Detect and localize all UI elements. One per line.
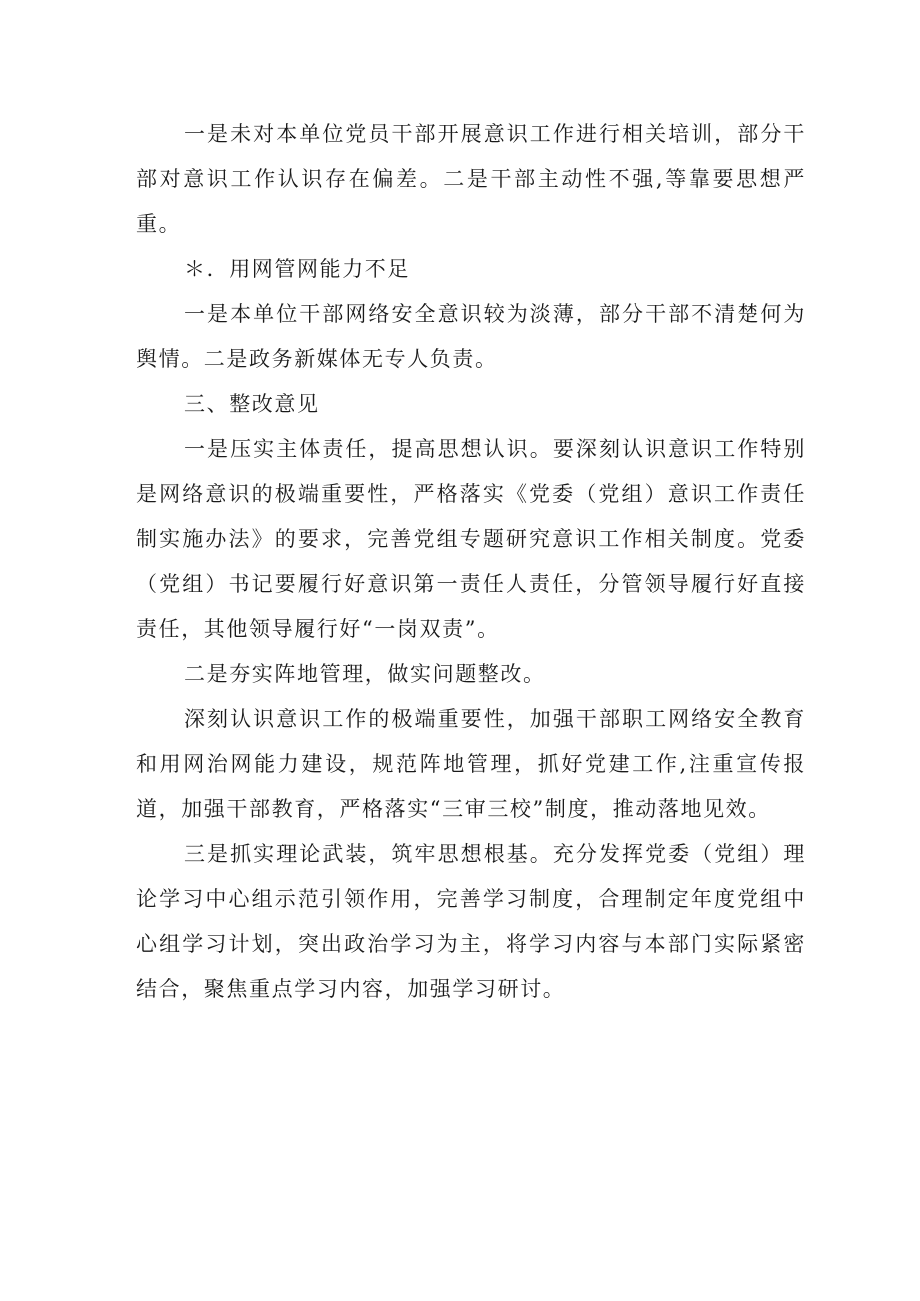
paragraph-network-heading: ＊．用网管网能力不足 (184, 257, 410, 281)
paragraph-theory-study: 三是抓实理论武装，筑牢思想根基。充分发挥党委（党组）理论学习中心组示范引领作用，完善学习制度，合理制定年度党组中心组学习计划，突出政治学习为主，将学习内容与本部门实际紧密结合，聚焦重点学习内容，加强学习研讨。 (136, 842, 806, 1001)
document-body (136, 112, 806, 1012)
paragraph-network-issue: 一是本单位干部网络安全意识较为淡薄，部分干部不清楚何为舆情。二是政务新媒体无专人负责。 (136, 302, 806, 371)
paragraph-position-management: 二是夯实阵地管理，做实问题整改。 (184, 662, 546, 686)
paragraph-responsibility: 一是压实主体责任，提高思想认识。要深刻认识意识工作特别是网络意识的极端重要性，严格落实《党委（党组）意识工作责任制实施办法》的要求，完善党组专题研究意识工作相关制度。党委（党组）书记要履行好意识第一责任人责任，分管领导履行好直接责任，其他领导履行好“一岗双责”。 (136, 437, 806, 641)
paragraph-training-issue: 一是未对本单位党员干部开展意识工作进行相关培训，部分干部对意识工作认识存在偏差。二是干部主动性不强,等靠要思想严重。 (136, 122, 806, 236)
paragraph-awareness: 深刻认识意识工作的极端重要性，加强干部职工网络安全教育和用网治网能力建设，规范阵地管理，抓好党建工作,注重宣传报道，加强干部教育，严格落实“三审三校”制度，推动落地见效。 (136, 707, 806, 821)
section-heading-rectification: 三、整改意见 (184, 392, 320, 416)
